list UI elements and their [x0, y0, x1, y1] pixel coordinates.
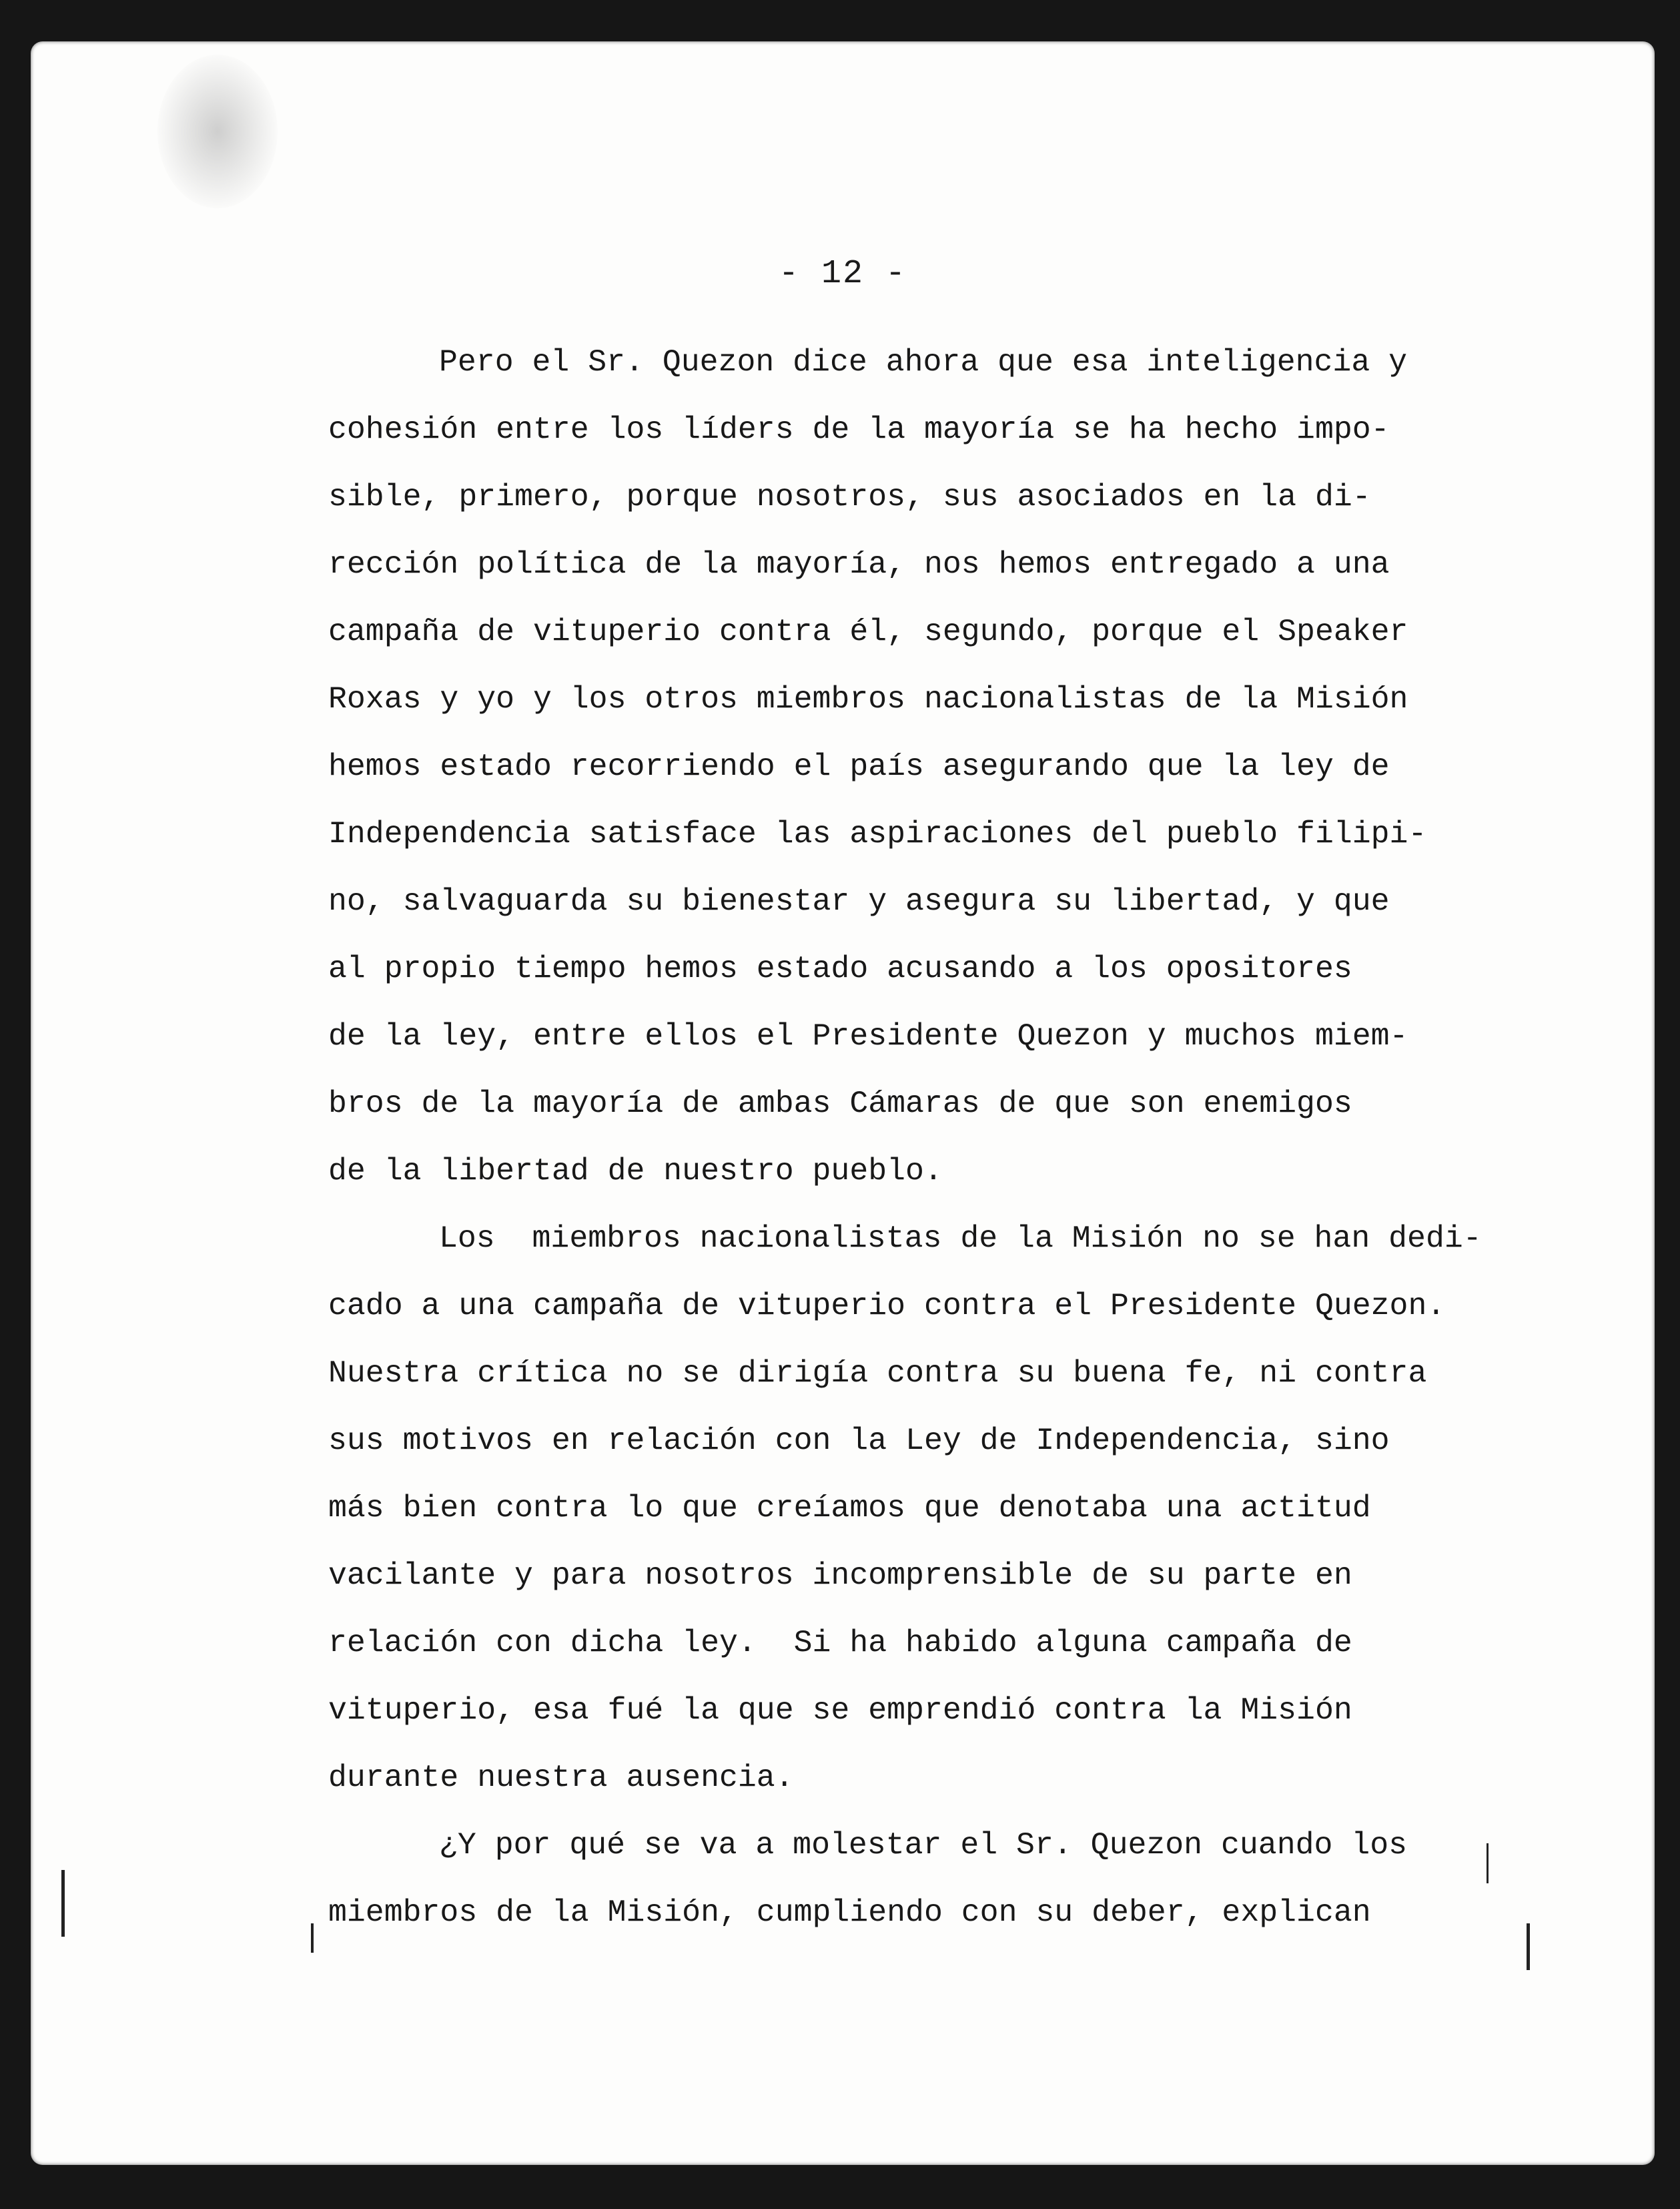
text-line: de la ley, entre ellos el Presidente Quezon y muchos miem- — [328, 1018, 1408, 1054]
text-line: cado a una campaña de vituperio contra el Presidente Quezon. — [328, 1288, 1446, 1323]
text-line: relación con dicha ley. Si ha habido alguna campaña de — [328, 1625, 1352, 1660]
text-line: sible, primero, porque nosotros, sus asociados en la di- — [328, 479, 1371, 515]
text-line: sus motivos en relación con la Ley de Independencia, sino — [328, 1423, 1390, 1458]
text-line: cohesión entre los líders de la mayoría se ha hecho impo- — [328, 412, 1390, 447]
text-line: Roxas y yo y los otros miembros nacionalistas de la Misión — [328, 681, 1408, 717]
text-line: Los miembros nacionalistas de la Misión no se han dedi- — [439, 1221, 1482, 1256]
text-line: rección política de la mayoría, nos hemos entregado a una — [328, 547, 1390, 582]
document-page — [31, 41, 1655, 2165]
page-number: - 12 - — [778, 255, 907, 293]
text-line: al propio tiempo hemos estado acusando a los opositores — [328, 951, 1352, 986]
scan-mark — [1527, 1923, 1530, 1970]
scan-mark — [311, 1923, 314, 1953]
text-line: bros de la mayoría de ambas Cámaras de que son enemigos — [328, 1086, 1352, 1121]
text-line: miembros de la Misión, cumpliendo con su deber, explican — [328, 1895, 1371, 1930]
text-line: más bien contra lo que creíamos que denotaba una actitud — [328, 1490, 1371, 1526]
text-line: vituperio, esa fué la que se emprendió contra la Misión — [328, 1692, 1352, 1728]
text-line: hemos estado recorriendo el país asegurando que la ley de — [328, 749, 1390, 784]
text-line: campaña de vituperio contra él, segundo, porque el Speaker — [328, 614, 1408, 649]
scan-mark — [1487, 1843, 1489, 1883]
text-line: vacilante y para nosotros incomprensible de su parte en — [328, 1558, 1352, 1593]
text-line: Pero el Sr. Quezon dice ahora que esa inteligencia y — [439, 344, 1408, 380]
scan-mark — [61, 1870, 65, 1937]
text-line: ¿Y por qué se va a molestar el Sr. Quezon cuando los — [439, 1827, 1408, 1863]
text-line: Independencia satisface las aspiraciones del pueblo filipi- — [328, 816, 1427, 852]
ink-smudge — [157, 55, 278, 208]
document-body — [328, 328, 1596, 1946]
text-line: Nuestra crítica no se dirigía contra su buena fe, ni contra — [328, 1355, 1427, 1391]
text-line: no, salvaguarda su bienestar y asegura su libertad, y que — [328, 884, 1390, 919]
text-line: durante nuestra ausencia. — [328, 1760, 794, 1795]
text-line: de la libertad de nuestro pueblo. — [328, 1153, 943, 1189]
